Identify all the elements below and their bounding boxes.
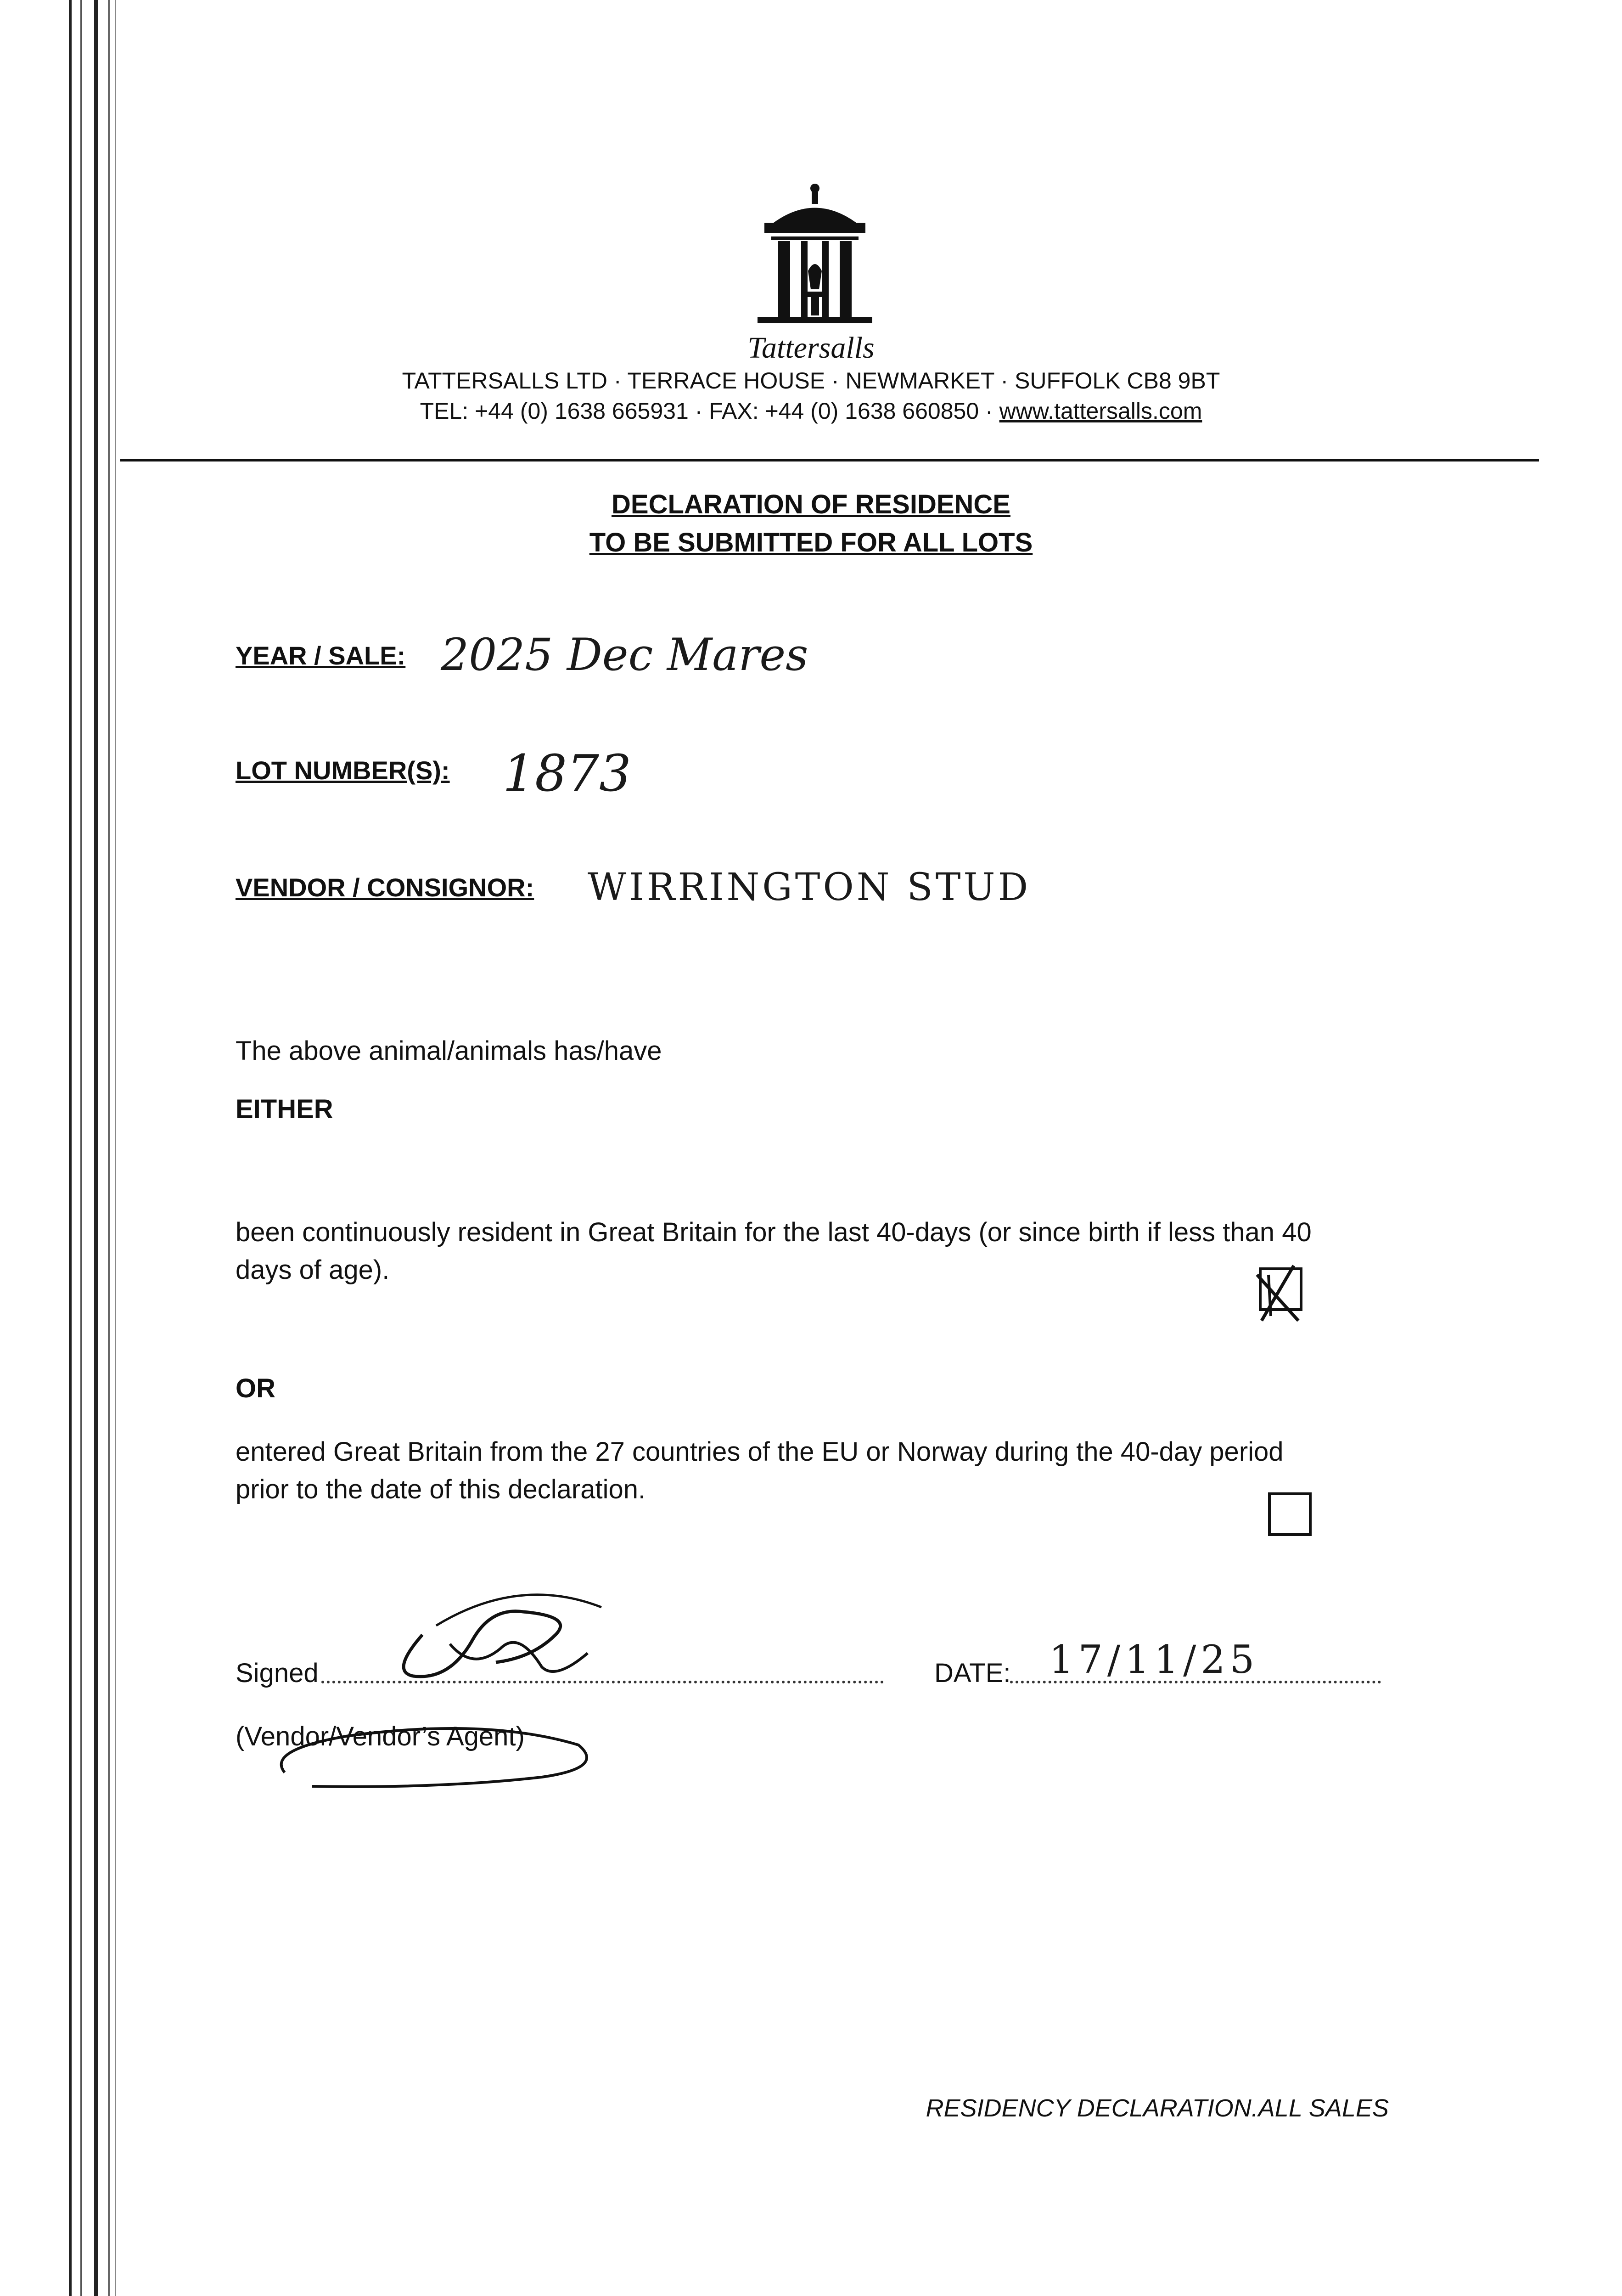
date-label: DATE: [934, 1658, 1011, 1688]
brand-name: Tattersalls [747, 331, 875, 365]
footer-reference: RESIDENCY DECLARATION.ALL SALES [926, 2094, 1389, 2122]
lot-number-label: LOT NUMBER(S): [236, 756, 450, 785]
or-heading: OR [236, 1373, 275, 1403]
option1-checkbox[interactable] [1259, 1267, 1302, 1311]
company-contact [321, 398, 1301, 424]
checkmark-x-icon [1243, 1256, 1308, 1325]
option1-text-line1: been continuously resident in Great Britain for the last 40-days (or since birth if less than 40 [236, 1217, 1312, 1247]
either-heading: EITHER [236, 1094, 333, 1124]
option2-text-line2: prior to the date of this declaration. [236, 1474, 646, 1504]
intro-text: The above animal/animals has/have [236, 1036, 662, 1066]
vendor-agent-label: (Vendor/Vendor’s Agent) [236, 1722, 525, 1751]
year-sale-label: YEAR / SALE: [236, 641, 406, 670]
header-divider [120, 459, 1539, 461]
option1-text-line2: days of age). [236, 1255, 390, 1285]
signature-scribble-icon[interactable] [381, 1580, 620, 1690]
vendor-value[interactable]: WIRRINGTON STUD [588, 866, 1031, 909]
contact-numbers: TEL: +44 (0) 1638 665931 · FAX: +44 (0) 1638 660850 · [420, 398, 999, 424]
scan-edge-line [69, 0, 72, 2296]
website-link[interactable]: www.tattersalls.com [999, 398, 1202, 424]
scan-edge-line [108, 0, 110, 2296]
scan-edge-line [94, 0, 98, 2296]
scan-edge-line [115, 0, 116, 2296]
vendor-label: VENDOR / CONSIGNOR: [236, 873, 534, 902]
company-address: TATTERSALLS LTD · TERRACE HOUSE · NEWMARKET · SUFFOLK CB8 9BT [402, 368, 1220, 394]
tattersalls-logo-icon [753, 179, 877, 335]
scan-edge-line [80, 0, 82, 2296]
form-title: DECLARATION OF RESIDENCE [612, 490, 1010, 519]
strikethrough-loop-icon [257, 1694, 606, 1795]
option2-text-line1: entered Great Britain from the 27 countries of the EU or Norway during the 40-day period [236, 1437, 1284, 1467]
form-subtitle: TO BE SUBMITTED FOR ALL LOTS [589, 528, 1033, 557]
option2-checkbox[interactable] [1268, 1492, 1312, 1536]
signed-label: Signed [236, 1658, 319, 1688]
lot-number-value[interactable]: 1873 [503, 744, 631, 803]
year-sale-value[interactable]: 2025 Dec Mares [441, 629, 808, 681]
date-value[interactable]: 17/11/25 [1049, 1637, 1259, 1682]
